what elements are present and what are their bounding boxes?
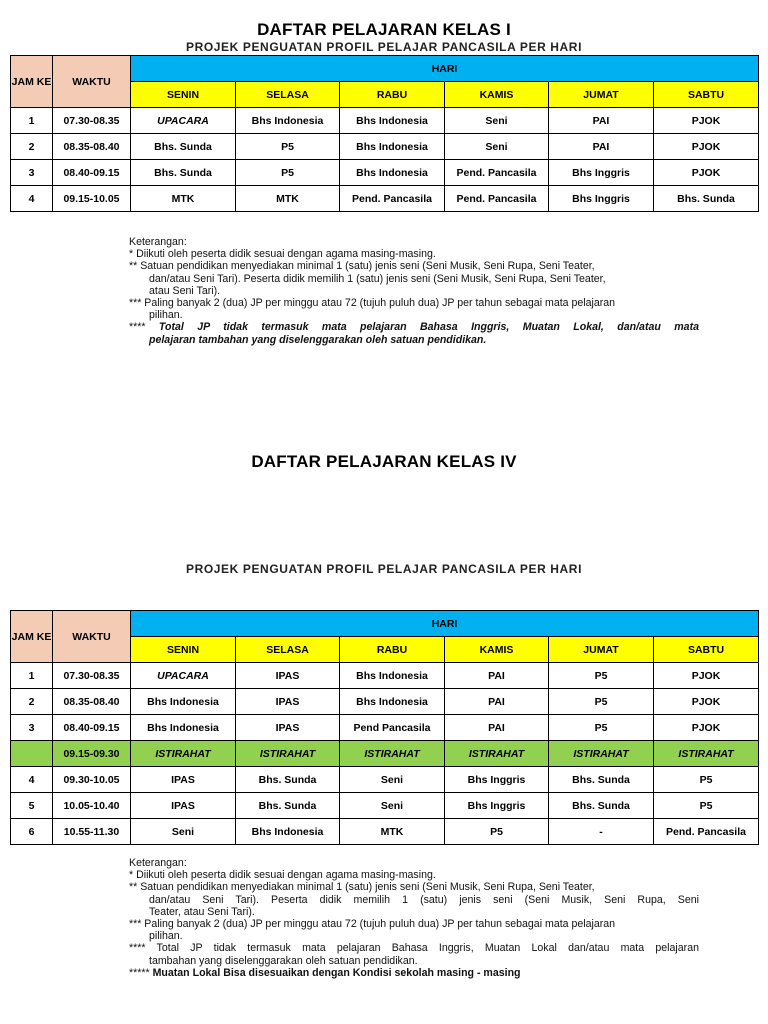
subject-cell: P5: [445, 819, 549, 845]
subject-cell: IPAS: [236, 715, 340, 741]
subject-cell: Seni: [131, 819, 236, 845]
subject-cell: UPACARA: [131, 663, 236, 689]
waktu-cell: 07.30-08.35: [53, 663, 131, 689]
note-4-marker: ****: [129, 321, 146, 334]
subject-cell: Bhs Inggris: [549, 160, 654, 186]
subject-cell: Bhs Inggris: [445, 767, 549, 793]
subject-cell: P5: [236, 134, 340, 160]
break-cell: ISTIRAHAT: [654, 741, 759, 767]
table-row: [11, 715, 759, 741]
note-3-line1: *** Paling banyak 2 (dua) JP per minggu atau 72 (tujuh puluh dua) JP per tahun sebagai mata pelajaran: [129, 918, 616, 931]
note-1: * Diikuti oleh peserta didik sesuai dengan agama masing-masing.: [129, 869, 436, 882]
note-1: * Diikuti oleh peserta didik sesuai dengan agama masing-masing.: [129, 248, 436, 261]
waktu-cell: 09.30-10.05: [53, 767, 131, 793]
subject-cell: P5: [549, 715, 654, 741]
note-2-line2: dan/atau Seni Tari). Peserta didik memilih 1 (satu) jenis seni (Seni Musik, Seni Rupa, Seni Teater,: [149, 272, 606, 285]
day-header-rabu: RABU: [340, 637, 445, 663]
subject-cell: PAI: [445, 689, 549, 715]
subject-cell: Bhs. Sunda: [549, 793, 654, 819]
subject-cell: Bhs Indonesia: [131, 715, 236, 741]
waktu-cell: 10.05-10.40: [53, 793, 131, 819]
subject-cell: Pend Pancasila: [340, 715, 445, 741]
table-row: [11, 767, 759, 793]
day-header-jumat: JUMAT: [549, 637, 654, 663]
subject-cell: Seni: [340, 793, 445, 819]
subject-cell: Seni: [445, 134, 549, 160]
subject-cell: PJOK: [654, 689, 759, 715]
break-cell: ISTIRAHAT: [445, 741, 549, 767]
waktu-cell: 07.30-08.35: [53, 108, 131, 134]
header-hari: HARI: [131, 56, 759, 82]
subject-cell: P5: [654, 793, 759, 819]
subject-cell: Bhs. Sunda: [131, 134, 236, 160]
subject-cell: Bhs. Sunda: [549, 767, 654, 793]
subject-cell: PJOK: [654, 108, 759, 134]
subject-cell: P5: [549, 689, 654, 715]
note-3-line1: *** Paling banyak 2 (dua) JP per minggu atau 72 (tujuh puluh dua) JP per tahun sebagai mata pelajaran: [129, 297, 616, 310]
table-row: [11, 160, 759, 186]
header-jam-ke: JAM KE: [11, 56, 53, 108]
header-waktu: WAKTU: [53, 611, 131, 663]
table-row: [11, 793, 759, 819]
subject-cell: -: [549, 819, 654, 845]
note-4-text: Total JP tidak termasuk mata pelajaran Bahasa Inggris, Muatan Lokal, dan/atau mata: [158, 321, 699, 334]
waktu-cell: 09.15-09.30: [53, 741, 131, 767]
break-cell: ISTIRAHAT: [549, 741, 654, 767]
table-row: [11, 108, 759, 134]
subject-cell: Pend. Pancasila: [654, 819, 759, 845]
note-4-line1: **** Total JP tidak termasuk mata pelajaran Bahasa Inggris, Muatan Lokal dan/atau mata pelajaran: [129, 942, 699, 955]
jam-cell: [11, 741, 53, 767]
kelas1-schedule-table: [10, 55, 759, 212]
subject-cell: Bhs. Sunda: [654, 186, 759, 212]
note-4-line2: tambahan yang diselenggarakan oleh satuan pendidikan.: [149, 954, 418, 967]
jam-cell: 4: [11, 186, 53, 212]
kelas1-subtitle: PROJEK PENGUATAN PROFIL PELAJAR PANCASILA PER HARI: [185, 40, 583, 54]
day-header-senin: SENIN: [131, 82, 236, 108]
note-2-line1: ** Satuan pendidikan menyediakan minimal 1 (satu) jenis seni (Seni Musik, Seni Rupa, Seni Teater,: [129, 881, 595, 894]
day-header-selasa: SELASA: [236, 637, 340, 663]
notes-heading: Keterangan:: [129, 857, 187, 869]
subject-cell: Pend. Pancasila: [445, 186, 549, 212]
subject-cell: Pend. Pancasila: [445, 160, 549, 186]
jam-cell: 1: [11, 663, 53, 689]
table-row: [11, 689, 759, 715]
note-2-line3: Teater, atau Seni Tari).: [149, 905, 255, 918]
header-waktu: WAKTU: [53, 56, 131, 108]
subject-cell: PJOK: [654, 160, 759, 186]
subject-cell: Bhs Indonesia: [236, 819, 340, 845]
day-header-selasa: SELASA: [236, 82, 340, 108]
jam-cell: 4: [11, 767, 53, 793]
note-4-line1: [129, 321, 699, 333]
subject-cell: Bhs Indonesia: [131, 689, 236, 715]
jam-cell: 2: [11, 134, 53, 160]
table-row: [11, 663, 759, 689]
kelas4-subtitle: PROJEK PENGUATAN PROFIL PELAJAR PANCASILA PER HARI: [185, 562, 583, 576]
note-2-line3: atau Seni Tari).: [149, 284, 221, 297]
break-cell: ISTIRAHAT: [340, 741, 445, 767]
subject-cell: Bhs Indonesia: [340, 134, 445, 160]
subject-cell: PJOK: [654, 715, 759, 741]
break-cell: ISTIRAHAT: [131, 741, 236, 767]
header-jam-ke: JAM KE: [11, 611, 53, 663]
subject-cell: PAI: [445, 715, 549, 741]
jam-cell: 1: [11, 108, 53, 134]
table-row: [11, 186, 759, 212]
note-5-marker: *****: [129, 966, 150, 979]
subject-cell: MTK: [340, 819, 445, 845]
table-row: [11, 819, 759, 845]
note-4-line2: pelajaran tambahan yang diselenggarakan oleh satuan pendidikan.: [149, 333, 487, 346]
note-2-line1: ** Satuan pendidikan menyediakan minimal 1 (satu) jenis seni (Seni Musik, Seni Rupa, Seni Teater,: [129, 260, 595, 273]
break-row: [11, 741, 759, 767]
day-header-kamis: KAMIS: [445, 637, 549, 663]
table-row: [11, 134, 759, 160]
waktu-cell: 08.40-09.15: [53, 160, 131, 186]
jam-cell: 2: [11, 689, 53, 715]
subject-cell: Bhs Indonesia: [340, 663, 445, 689]
subject-cell: Pend. Pancasila: [340, 186, 445, 212]
break-cell: ISTIRAHAT: [236, 741, 340, 767]
day-header-senin: SENIN: [131, 637, 236, 663]
subject-cell: Bhs. Sunda: [131, 160, 236, 186]
subject-cell: P5: [236, 160, 340, 186]
subject-cell: Seni: [445, 108, 549, 134]
subject-cell: MTK: [236, 186, 340, 212]
subject-cell: Bhs Indonesia: [236, 108, 340, 134]
subject-cell: Seni: [340, 767, 445, 793]
subject-cell: Bhs Inggris: [445, 793, 549, 819]
kelas4-notes: [129, 857, 699, 979]
note-5: [129, 967, 699, 979]
day-header-rabu: RABU: [340, 82, 445, 108]
subject-cell: PAI: [549, 108, 654, 134]
jam-cell: 3: [11, 160, 53, 186]
day-header-kamis: KAMIS: [445, 82, 549, 108]
kelas4-title: DAFTAR PELAJARAN KELAS IV: [251, 452, 517, 471]
note-3-line2: pilihan.: [149, 309, 183, 322]
subject-cell: Bhs Indonesia: [340, 160, 445, 186]
subject-cell: PJOK: [654, 134, 759, 160]
subject-cell: PAI: [549, 134, 654, 160]
subject-cell: P5: [549, 663, 654, 689]
subject-cell: MTK: [131, 186, 236, 212]
subject-cell: IPAS: [236, 689, 340, 715]
subject-cell: Bhs Inggris: [549, 186, 654, 212]
day-header-jumat: JUMAT: [549, 82, 654, 108]
subject-cell: PAI: [445, 663, 549, 689]
subject-cell: PJOK: [654, 663, 759, 689]
day-header-sabtu: SABTU: [654, 82, 759, 108]
note-3-line2: pilihan.: [149, 930, 183, 943]
jam-cell: 6: [11, 819, 53, 845]
subject-cell: IPAS: [131, 767, 236, 793]
waktu-cell: 08.35-08.40: [53, 134, 131, 160]
jam-cell: 3: [11, 715, 53, 741]
waktu-cell: 08.40-09.15: [53, 715, 131, 741]
waktu-cell: 08.35-08.40: [53, 689, 131, 715]
note-2-line2: dan/atau Seni Tari). Peserta didik memilih 1 (satu) jenis seni (Seni Musik, Seni Rupa, Seni: [149, 893, 699, 906]
subject-cell: IPAS: [131, 793, 236, 819]
kelas4-schedule-table: [10, 610, 759, 845]
subject-cell: Bhs Indonesia: [340, 689, 445, 715]
subject-cell: IPAS: [236, 663, 340, 689]
kelas1-notes: [129, 236, 699, 346]
subject-cell: Bhs. Sunda: [236, 767, 340, 793]
subject-cell: P5: [654, 767, 759, 793]
note-5-text: Muatan Lokal Bisa disesuaikan dengan Kondisi sekolah masing - masing: [152, 966, 521, 979]
kelas1-title: DAFTAR PELAJARAN KELAS I: [257, 20, 511, 39]
day-header-sabtu: SABTU: [654, 637, 759, 663]
header-hari: HARI: [131, 611, 759, 637]
notes-heading: Keterangan:: [129, 236, 187, 248]
waktu-cell: 09.15-10.05: [53, 186, 131, 212]
jam-cell: 5: [11, 793, 53, 819]
waktu-cell: 10.55-11.30: [53, 819, 131, 845]
subject-cell: Bhs. Sunda: [236, 793, 340, 819]
subject-cell: Bhs Indonesia: [340, 108, 445, 134]
subject-cell: UPACARA: [131, 108, 236, 134]
